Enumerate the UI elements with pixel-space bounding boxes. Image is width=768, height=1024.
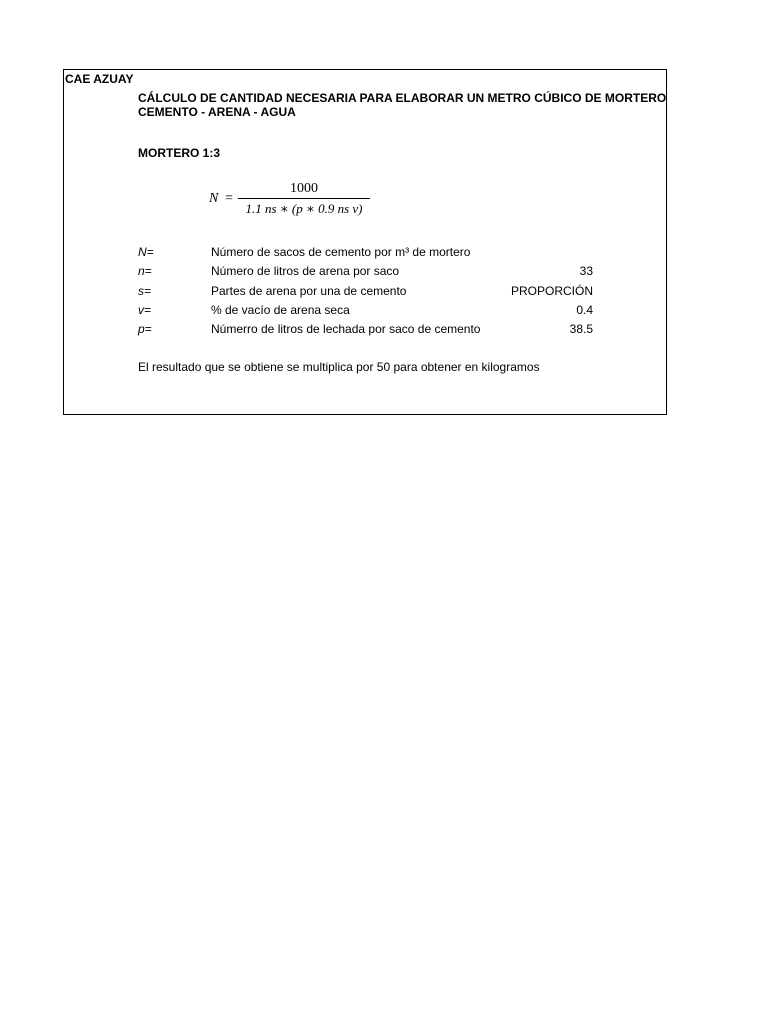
variable-symbol: N= <box>138 245 154 259</box>
variable-description: Número de litros de arena por saco <box>211 264 400 278</box>
variable-value: PROPORCIÓN <box>510 284 593 298</box>
variable-symbol: n= <box>138 264 152 278</box>
title-line-1: CÁLCULO DE CANTIDAD NECESARIA PARA ELABORAR UN METRO CÚBICO DE MORTERO <box>138 91 667 105</box>
org-label: CAE AZUAY <box>65 72 134 86</box>
variable-value: 33 <box>579 264 593 278</box>
variable-value: 0.4 <box>576 303 593 317</box>
variable-symbol: v= <box>138 303 152 317</box>
variable-description: Númerro de litros de lechada por saco de cemento <box>211 322 481 336</box>
formula-denominator: 1.1 ns ∗ (p ∗ 0.9 ns v) <box>245 201 363 216</box>
fraction-bar <box>238 198 370 199</box>
title-line-2: CEMENTO - ARENA - AGUA <box>138 105 296 119</box>
formula-fraction <box>238 180 370 217</box>
variable-symbol: s= <box>138 284 152 298</box>
variable-description: Número de sacos de cemento por m³ de mortero <box>211 245 471 259</box>
variable-symbol: p= <box>138 322 152 336</box>
variable-description: Partes de arena por una de cemento <box>211 284 407 298</box>
variable-description: % de vacío de arena seca <box>211 303 350 317</box>
formula-equals: = <box>225 191 233 206</box>
result-note: El resultado que se obtiene se multiplica por 50 para obtener en kilogramos <box>138 360 540 374</box>
mix-label: MORTERO 1:3 <box>138 146 221 160</box>
formula-numerator: 1000 <box>290 181 318 196</box>
formula-lhs: N <box>209 191 219 206</box>
variable-value: 38.5 <box>569 322 593 336</box>
